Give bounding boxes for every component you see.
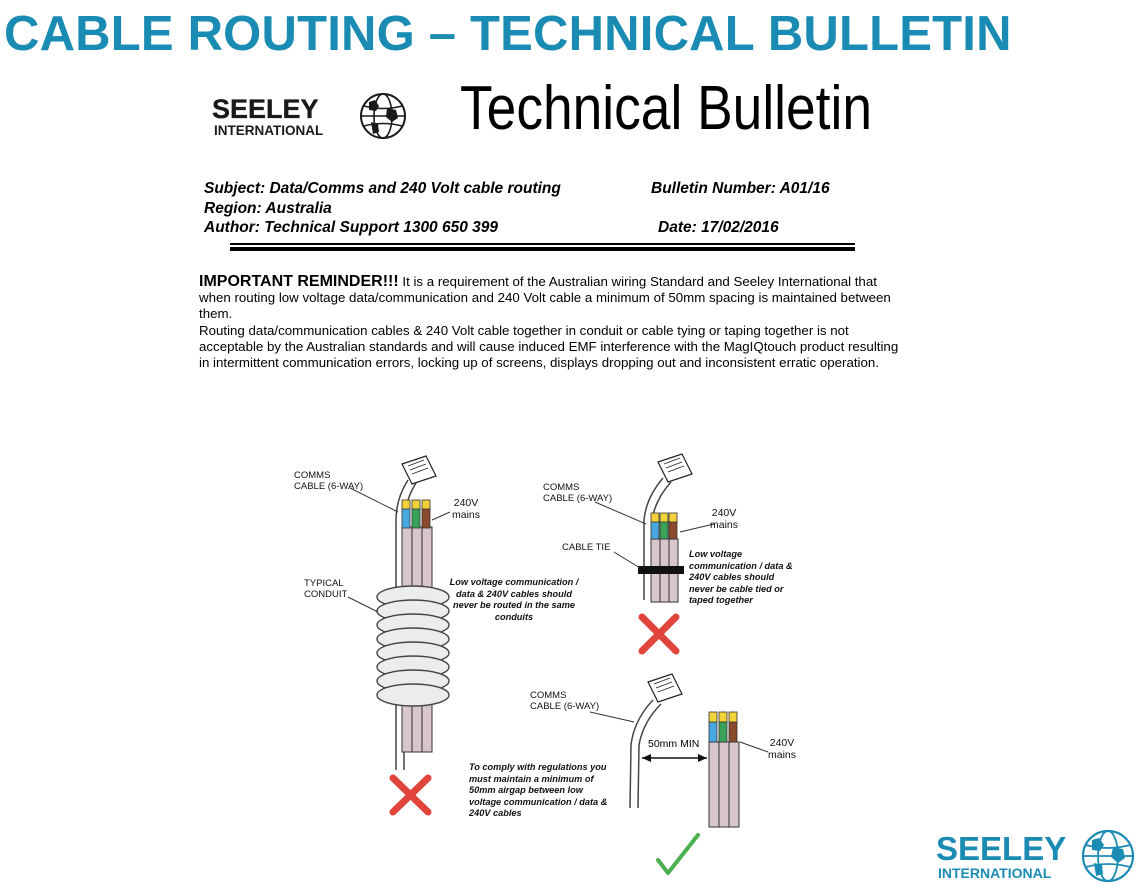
body-paragraph-1: It is a requirement of the Australian wiring Standard and Seeley International that when routing low voltage data/communication and 240 Volt cable a minimum of 50mm spacing is maintained between them. (199, 274, 891, 322)
diagram1-conduit-label: TYPICAL CONDUIT (304, 578, 348, 600)
seeley-footer-logo (934, 826, 1134, 886)
cable-tie-band (638, 566, 684, 574)
diagram3-comms-label: COMMS CABLE (6-WAY) (530, 690, 600, 712)
body-paragraph-2: Routing data/communication cables & 240 Volt cable together in conduit or cable tying or taping together is not acceptable by the Australian standards and will cause induced EMF interference with the MagIQtouch product resulting in intermittent communication errors, locking up of screens, displays dropping out and inconsistent erratic operation. (199, 322, 899, 371)
bulletin-author: Author: Technical Support 1300 650 399 (204, 219, 499, 236)
mains-cable-bundle (709, 712, 739, 827)
diagram2-mains-label: 240V mains (710, 507, 739, 531)
rj-plug-icon (648, 674, 682, 702)
conduit-coils (377, 586, 449, 706)
diagram-conduit (348, 456, 450, 812)
diagram1-note: Low voltage communication / data & 240V cables should never be routed in the same conduits (449, 577, 579, 622)
rj-plug-icon (658, 454, 692, 482)
diagram3-note: To comply with regulations you must maintain a minimum of 50mm airgap between low voltage communication / data & 240V cables (469, 762, 608, 818)
bulletin-subject: Subject: Data/Comms and 240 Volt cable routing (204, 180, 561, 197)
diagram2-comms-label: COMMS CABLE (6-WAY) (543, 482, 613, 504)
important-reminder-heading: IMPORTANT REMINDER!!! (199, 273, 399, 290)
cross-icon (642, 617, 676, 651)
bulletin-title: Technical Bulletin (460, 74, 872, 143)
diagram2-tie-label: CABLE TIE (562, 542, 611, 553)
header-logo-sub: INTERNATIONAL (214, 123, 324, 138)
globe-icon (1083, 831, 1133, 881)
diagram1-mains-label: 240V mains (452, 497, 481, 521)
diagram3-mains-label: 240V mains (768, 737, 797, 761)
check-icon (658, 835, 698, 873)
diagram1-comms-label: COMMS CABLE (6-WAY) (294, 470, 364, 492)
bulletin-region: Region: Australia (204, 200, 332, 217)
slide-title: CABLE ROUTING – TECHNICAL BULLETIN (4, 7, 1012, 61)
mains-cable-bundle (651, 513, 678, 602)
rj-plug-icon (402, 456, 436, 484)
diagram3-gap-label: 50mm MIN (648, 738, 700, 750)
footer-logo-sub: INTERNATIONAL (938, 865, 1052, 881)
bulletin-date: Date: 17/02/2016 (658, 219, 779, 236)
bulletin-number: Bulletin Number: A01/16 (651, 180, 830, 197)
cross-icon (393, 778, 428, 812)
header-logo-name: SEELEY (212, 94, 319, 124)
diagram2-note: Low voltage communication / data & 240V cables should never be cable tied or taped together (689, 549, 793, 605)
footer-logo-name: SEELEY (936, 830, 1067, 867)
